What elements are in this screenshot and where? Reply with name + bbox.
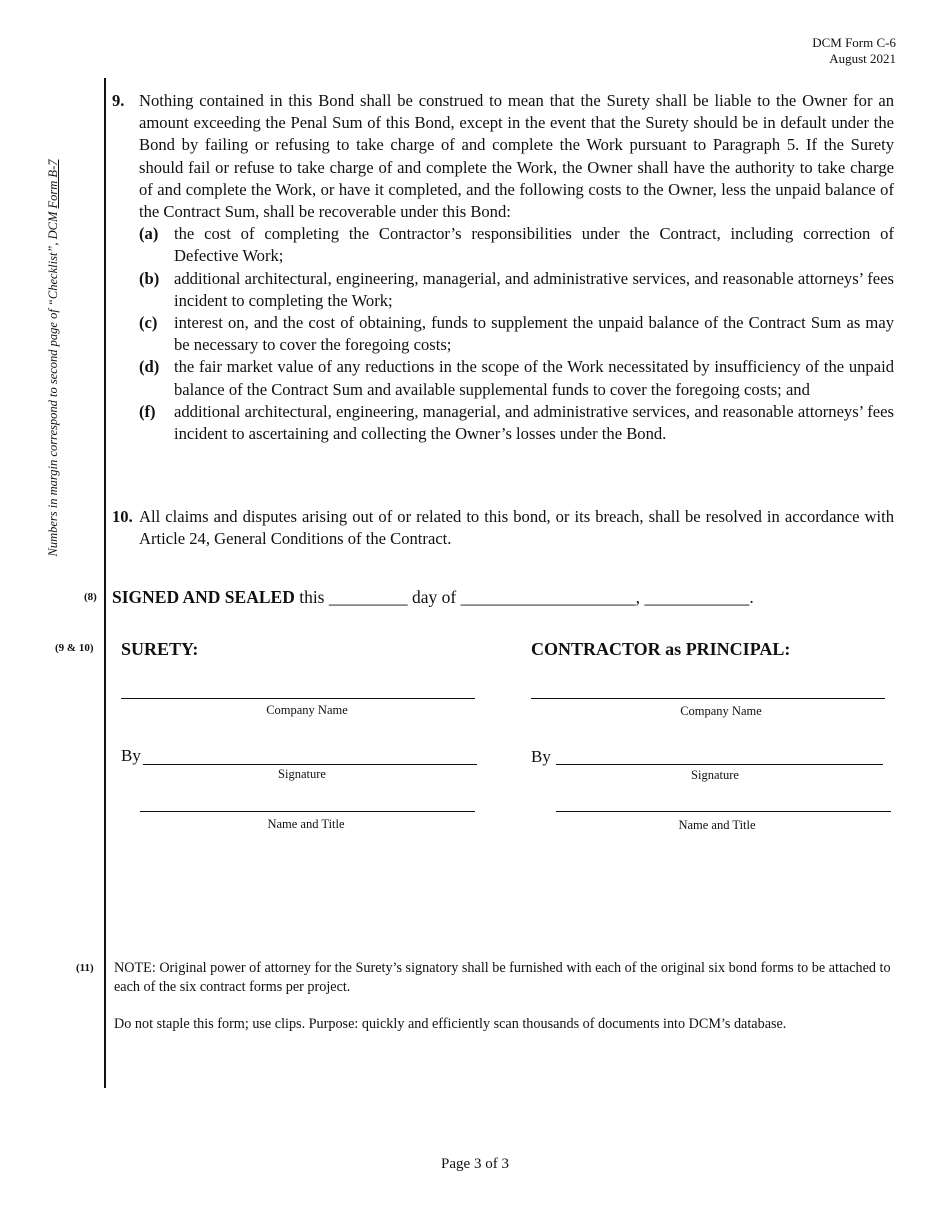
list-item xyxy=(112,356,894,400)
surety-by-label: By xyxy=(121,746,141,765)
list-item xyxy=(112,401,894,445)
list-item-label: (f) xyxy=(139,401,156,421)
surety-signature-line[interactable] xyxy=(143,764,477,765)
attorney-note: NOTE: Original power of attorney for the Surety’s signatory shall be furnished with each of the original six bond forms to be attached to each of the six contract forms per project. xyxy=(114,960,891,995)
contractor-name-line[interactable] xyxy=(556,811,891,812)
list-item xyxy=(112,223,894,267)
margin-rule xyxy=(104,78,106,1088)
surety-signature-caption: Signature xyxy=(278,767,326,781)
surety-company-line[interactable] xyxy=(121,698,475,699)
page-number: Page 3 of 3 xyxy=(441,1156,509,1172)
contractor-name-caption: Name and Title xyxy=(678,818,756,832)
list-item-label: (b) xyxy=(139,268,160,288)
list-item xyxy=(112,268,894,312)
paragraph-number: 9. xyxy=(112,91,125,110)
margin-note-text: Numbers in margin correspond to second page of “Checklist”, DCM xyxy=(46,208,60,557)
contractor-signature-caption: Signature xyxy=(691,768,739,782)
paragraph-text: Nothing contained in this Bond shall be construed to mean that the Surety shall be liable to the Owner for an amount exceeding the Penal Sum of this Bond, except in the event that the Surety should be in default under the Bond by failing or refusing to take charge of and complete the Work pursuant to Paragraph 5. If the Surety should fail or refuse to take charge of and complete the Work, the Owner shall have the authority to take charge of and complete the Work, or have it completed, and the following costs to the Owner, less the unpaid balance of the Contract Sum, shall be recoverable under this Bond: xyxy=(139,91,894,222)
paragraph-10 xyxy=(112,506,894,550)
contractor-by-label: By xyxy=(531,747,551,766)
contractor-signature-line[interactable] xyxy=(556,764,883,765)
paragraph-9 xyxy=(112,90,894,445)
surety-company-caption: Company Name xyxy=(266,703,348,717)
contractor-heading: CONTRACTOR as PRINCIPAL: xyxy=(531,639,791,659)
list-item xyxy=(112,312,894,356)
surety-heading: SURETY: xyxy=(121,639,199,659)
list-item-text: additional architectural, engineering, managerial, and administrative services, and reasonable attorneys’ fees incident to ascertaining and collecting the Owner’s losses under the Bond. xyxy=(174,401,894,444)
margin-ref-8: (8) xyxy=(84,591,97,603)
list-item-text: the cost of completing the Contractor’s responsibilities under the Contract, including correction of Defective Work; xyxy=(174,224,894,266)
margin-note-form-ref: Form B-7 xyxy=(46,159,60,209)
paragraph-text: All claims and disputes arising out of or related to this bond, or its breach, shall be resolved in accordance with Article 24, General Conditions of the Contract. xyxy=(139,507,894,549)
staple-note: Do not staple this form; use clips. Purpose: quickly and efficiently scan thousands of documents into DCM’s database. xyxy=(114,1016,787,1032)
list-item-label: (c) xyxy=(139,313,158,333)
list-item-text: additional architectural, engineering, managerial, and administrative services, and reasonable attorneys’ fees incident to completing the Work; xyxy=(174,268,894,310)
signed-label: SIGNED AND SEALED xyxy=(112,587,295,607)
surety-name-line[interactable] xyxy=(140,811,475,812)
list-item-label: (a) xyxy=(139,224,159,244)
signed-date-blanks: this _________ day of ____________________, ____________. xyxy=(294,587,754,607)
contractor-company-caption: Company Name xyxy=(680,704,762,718)
list-item-label: (d) xyxy=(139,357,160,377)
paragraph-number: 10. xyxy=(112,507,133,526)
list-item-text: interest on, and the cost of obtaining, funds to supplement the unpaid balance of the Contract Sum as may be necessary to cover the foregoing costs; xyxy=(174,313,894,355)
margin-ref-11: (11) xyxy=(76,962,94,974)
margin-ref-9-10: (9 & 10) xyxy=(55,642,94,654)
form-header xyxy=(812,35,896,67)
form-id: DCM Form C-6 xyxy=(812,35,896,50)
list-item-text: the fair market value of any reductions in the scope of the Work necessitated by insufficiency of the unpaid balance of the Contract Sum and available supplemental funds to cover the foregoing costs; and xyxy=(174,357,894,399)
surety-name-caption: Name and Title xyxy=(267,817,345,831)
signed-and-sealed-line xyxy=(112,586,754,608)
margin-note xyxy=(45,133,61,583)
contractor-company-line[interactable] xyxy=(531,698,885,699)
form-date: August 2021 xyxy=(829,51,896,66)
